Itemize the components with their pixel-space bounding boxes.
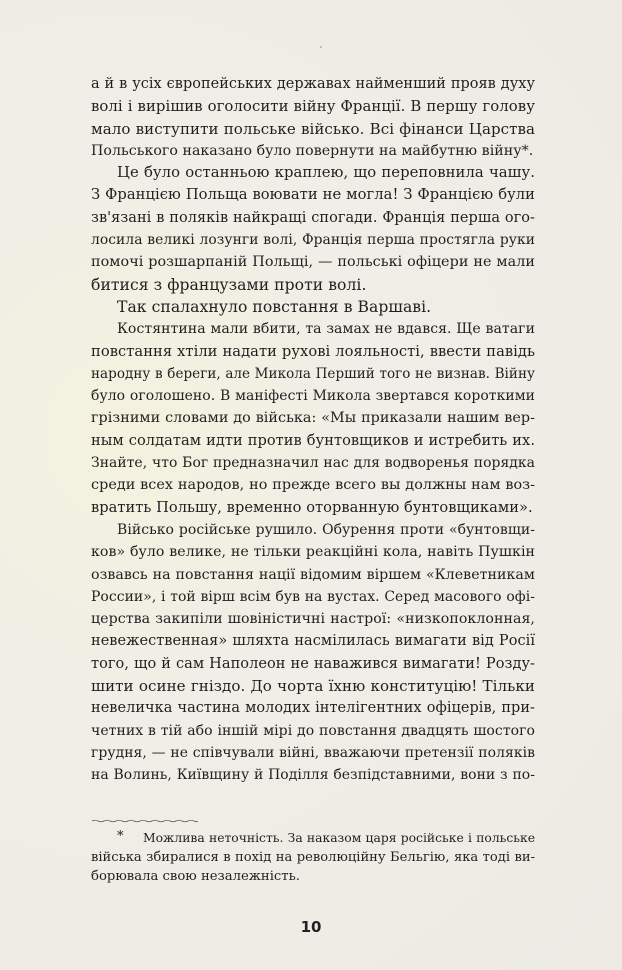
text-line: невежественная» шляхта насмілилась вимагати від Росії: [91, 633, 535, 650]
footnote: [91, 829, 535, 886]
text-line: зв'язані в поляків найкращі спогади. Франція перша ого-: [91, 209, 535, 226]
text-line: лосила великі лозунги волі, Франція перша простягла руки: [91, 232, 535, 249]
text-line: озвавсь на повстання нації відомим віршем «Клеветникам: [91, 566, 535, 583]
text-line: шити осине гніздо. До чорта їхню конституцію! Тільки: [91, 677, 535, 696]
text-line: Польського наказано було повернути на майбутню війну*.: [91, 142, 534, 159]
text-line: ным солдатам идти против бунтовщиков и истребить их.: [91, 431, 535, 449]
text-line: среди всех народов, но прежде всего вы должны нам воз-: [91, 477, 535, 494]
text-line: того, що й сам Наполеон не наважився вимагати! Розду-: [91, 655, 535, 672]
footnote-line: борювала свою незалежність.: [91, 869, 300, 884]
text-line: России», і той вірш всім був на вустах. Серед масового офі-: [91, 588, 535, 605]
main-text: [91, 73, 535, 787]
text-line: церства закипіли шовіністичні настрої: «низкопоклонная,: [91, 611, 535, 628]
text-line: народну в береги, але Микола Перший того не визнав. Війну: [91, 365, 535, 382]
footnote-mark: *: [117, 829, 124, 844]
text-line: мало виступити польське військо. Всі фінанси Царства: [91, 119, 535, 138]
text-line: З Францією Польща воювати не могла! З Францією були: [91, 186, 535, 204]
text-line: а й в усіх європейських державах найменший прояв духу: [91, 76, 535, 92]
footnote-line: війська збиралися в похід на революційну Бельгію, яка тоді ви-: [91, 850, 535, 865]
text-line: помочі розшарпаній Польщі, — польські офіцери не мали: [91, 254, 535, 271]
text-line: Костянтина мали вбити, та замах не вдався. Ще ватаги: [117, 321, 535, 338]
footnote-line: Можлива неточність. За наказом царя російське і польське: [143, 831, 535, 845]
text-line: грудня, — не співчували війні, вважаючи претензії поляків: [91, 744, 535, 761]
text-line: грізними словами до війська: «Мы приказали нашим вер-: [91, 410, 535, 427]
text-line: Так спалахнуло повстання в Варшаві.: [117, 297, 432, 316]
text-line: Це було останньою краплею, що переповнила чашу.: [117, 164, 535, 182]
text-line: битися з французами проти волі.: [91, 275, 367, 294]
text-line: Знайте, что Бог предназначил нас для водворенья порядка: [91, 455, 535, 472]
text-line: невеличка частина молодих інтелігентних офіцерів, при-: [91, 700, 535, 717]
text-line: волі і вирішив оголосити війну Франції. В першу голову: [91, 97, 535, 116]
text-line: повстання хтіли надати рухові лояльності, ввести павідь: [91, 342, 535, 360]
paper-speck: [320, 46, 322, 48]
page-number: 10: [300, 918, 322, 936]
text-line: ков» було велике, не тільки реакційні кола, навіть Пушкін: [91, 544, 535, 561]
text-line: Військо російське рушило. Обурення проти «бунтовщи-: [117, 521, 535, 538]
text-line: було оголошено. В маніфесті Микола звертався короткими: [91, 388, 535, 405]
text-line: четних в тій або іншій мірі до повстання двадцять шостого: [91, 722, 535, 739]
text-line: на Волинь, Київщину й Поділля безпідставними, вони з по-: [91, 767, 535, 784]
footnote-divider: [92, 819, 198, 823]
text-line: вратить Польшу, временно оторванную бунтовщиками».: [91, 498, 533, 516]
